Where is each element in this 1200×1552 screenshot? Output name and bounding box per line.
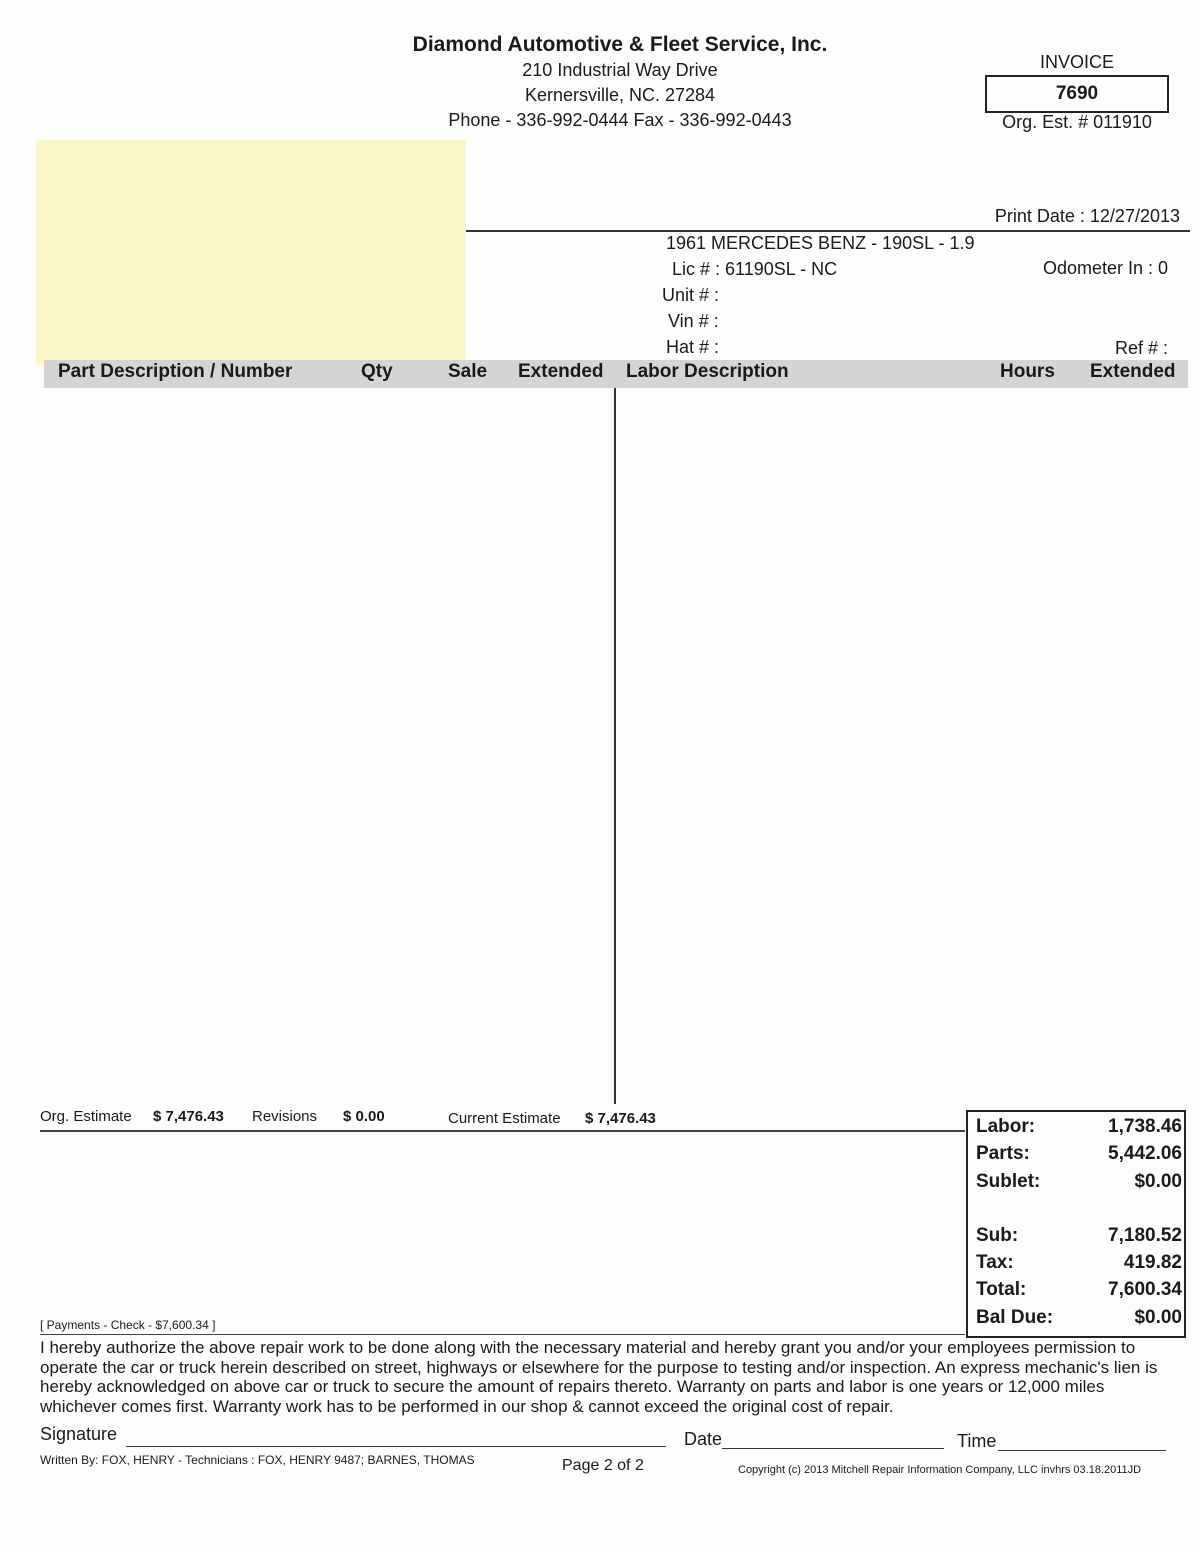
org-estimate-label: Org. Estimate [40, 1108, 132, 1125]
sub-total: 7,180.52 [1108, 1225, 1182, 1246]
date-label: Date [684, 1429, 723, 1449]
date-line [722, 1448, 944, 1449]
copyright-notice: Copyright (c) 2013 Mitchell Repair Information Company, LLC invhrs 03.18.2011JD [738, 1464, 1142, 1476]
signature-line [126, 1446, 666, 1447]
vehicle-license: Lic # : 61190SL - NC [672, 259, 838, 279]
ref-number: Ref # : [1114, 338, 1168, 358]
col-labor-extended: Extended [1090, 361, 1176, 382]
payments-divider [40, 1334, 965, 1335]
sub-label: Sub: [976, 1225, 1019, 1246]
payments-note: [ Payments - Check - $7,600.34 ] [40, 1318, 216, 1332]
revisions-label: Revisions [252, 1108, 318, 1125]
labor-label: Labor: [976, 1116, 1036, 1137]
col-hours: Hours [1000, 361, 1055, 382]
company-name: Diamond Automotive & Fleet Service, Inc. [412, 33, 828, 56]
time-line [998, 1450, 1166, 1451]
org-estimate-number: Org. Est. # 011910 [1002, 112, 1152, 132]
totals-sub-row [976, 1225, 1182, 1251]
company-address-line1: 210 Industrial Way Drive [522, 60, 718, 80]
bal-due-total: $0.00 [1134, 1307, 1182, 1328]
total-label: Total: [976, 1279, 1027, 1300]
vehicle-unit: Unit # : [662, 285, 720, 305]
signature-label: Signature [40, 1424, 118, 1444]
tax-total: 419.82 [1123, 1252, 1182, 1273]
vehicle-description: 1961 MERCEDES BENZ - 190SL - 1.9 [666, 233, 975, 253]
time-label: Time [957, 1431, 997, 1451]
col-labor-description: Labor Description [626, 361, 789, 382]
invoice-label: INVOICE [1039, 52, 1114, 72]
written-by: Written By: FOX, HENRY - Technicians : FOX, HENRY 9487; BARNES, THOMAS [40, 1453, 475, 1467]
org-estimate-amount: $ 7,476.43 [153, 1108, 224, 1125]
print-date: Print Date : 12/27/2013 [994, 206, 1180, 226]
totals-sublet-row [976, 1171, 1182, 1197]
parts-total: 5,442.06 [1108, 1143, 1182, 1164]
sublet-total: $0.00 [1134, 1171, 1182, 1192]
labor-total: 1,738.46 [1108, 1116, 1182, 1137]
totals-parts-row [976, 1143, 1182, 1169]
totals-box [966, 1110, 1186, 1338]
revisions-amount: $ 0.00 [343, 1108, 385, 1125]
current-estimate-value [585, 1110, 656, 1127]
estimate-divider [40, 1130, 965, 1132]
vehicle-vin: Vin # : [668, 311, 719, 331]
col-part-description: Part Description / Number [58, 361, 293, 382]
vehicle-hat: Hat # : [666, 337, 720, 357]
bal-due-label: Bal Due: [976, 1307, 1054, 1328]
col-extended: Extended [518, 361, 604, 382]
invoice-number: 7690 [985, 75, 1169, 113]
totals-total-row [976, 1279, 1182, 1305]
current-estimate-amount: $ 7,476.43 [585, 1110, 656, 1127]
col-sale: Sale [448, 361, 488, 382]
authorization-text: I hereby authorize the above repair work to be done along with the necessary material and hereby grant you and/or your employees permission to operate the car or truck herein described on street, highways or elsewhere for the purpose to testing and/or inspection. An express mechanic's lien is hereby acknowledged on above car or truck to secure the amount of repairs thereto. Warranty on parts and labor is one years or 12,000 miles whichever comes first. Warranty work has to be performed in our shop & cannot exceed the original cost of repair. [40, 1338, 1158, 1416]
odometer-in: Odometer In : 0 [1042, 258, 1168, 278]
col-qty: Qty [361, 361, 393, 382]
parts-label: Parts: [976, 1143, 1030, 1164]
totals-bal-due-row [976, 1307, 1182, 1333]
customer-redaction-highlight [36, 140, 466, 365]
sublet-label: Sublet: [976, 1171, 1041, 1192]
totals-tax-row [976, 1252, 1182, 1278]
current-estimate-label: Current Estimate [448, 1110, 561, 1127]
page-number: Page 2 of 2 [562, 1457, 644, 1474]
company-phone-fax: Phone - 336-992-0444 Fax - 336-992-0443 [448, 110, 792, 130]
totals-labor-row [976, 1116, 1182, 1142]
org-estimate-value [153, 1108, 224, 1125]
parts-labor-divider [614, 388, 616, 1104]
tax-label: Tax: [976, 1252, 1014, 1273]
company-address-line2: Kernersville, NC. 27284 [524, 85, 716, 105]
revisions-value [343, 1108, 385, 1125]
grand-total: 7,600.34 [1108, 1279, 1182, 1300]
company-block [400, 32, 840, 133]
